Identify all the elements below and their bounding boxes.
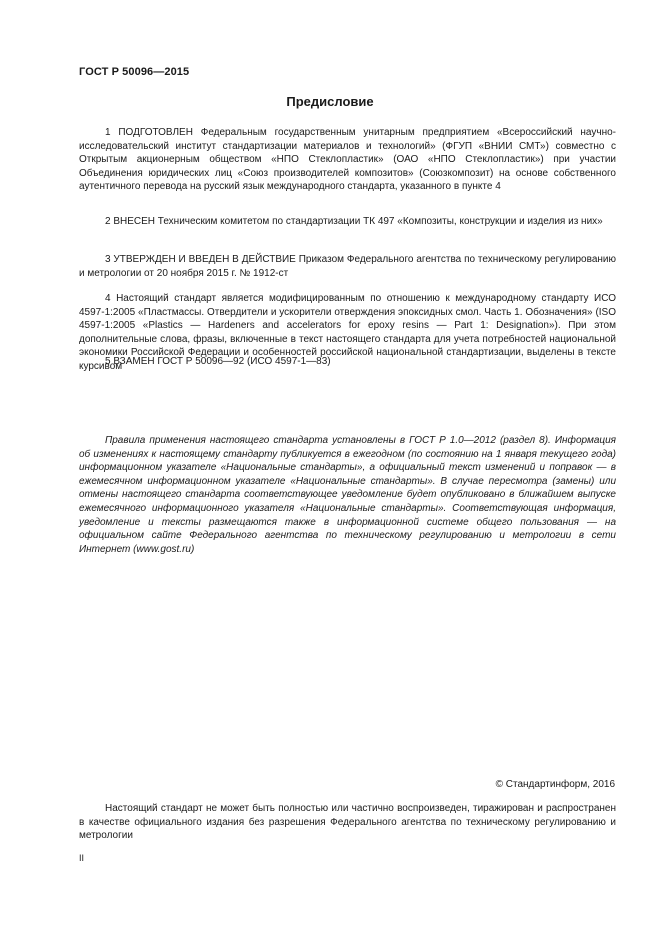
foreword-item-5 — [79, 355, 616, 369]
application-rules-notice: Правила применения настоящего стандарта установлены в ГОСТ Р 1.0—2012 (раздел 8). Информация об изменениях к настоящему стандарту публикуется в ежегодном (по состоянию на 1 января текущего года) информационном указателе «Национальные стандарты», а официальный текст изменений и поправок — в ежемесячном информационном указателе «Национальные стандарты». В случае пересмотра (замены) или отмены настоящего стандарта соответствующее уведомление будет опубликовано в ближайшем выпуске ежемесячного информационного указателя «Национальные стандарты». Соответствующая информация, уведомление и тексты размещаются также в информационной системе общего пользования — на официальном сайте Федерального агентства по техническому регулированию и метрологии в сети Интернет (www.gost.ru) — [79, 435, 616, 555]
foreword-item-text: 2 ВНЕСЕН Техническим комитетом по стандартизации ТК 497 «Композиты, конструкции и изделия из них» — [105, 216, 603, 227]
reprint-notice: Настоящий стандарт не может быть полностью или частично воспроизведен, тиражирован и распространен в качестве официального издания без разрешения Федерального агентства по техническому регулированию и метрологии — [79, 803, 616, 842]
copyright: © Стандартинформ, 2016 — [495, 779, 615, 790]
foreword-item-text: 4 Настоящий стандарт является модифицированным по отношению к международному стандарту ИСО 4597-1:2005 «Пластмассы. Отвердители и ускорители отверждения эпоксидных смол. Часть 1. Обозначения» (ISO 4597-1:2005 «Plastics — Hardeners and accelerators for epoxy resins — Part 1: Designation»). При этом дополнительные слова, фразы, включенные в текст настоящего стандарта для учета потребностей национальной экономики Российской Федерации и особенностей российской национальной стандартизации, выделены в тексте курсивом — [79, 293, 616, 372]
page-title: Предисловие — [286, 94, 374, 109]
foreword-item-3 — [79, 253, 616, 280]
foreword-item-text: 1 ПОДГОТОВЛЕН Федеральным государственным унитарным предприятием «Всероссийский научно-исследовательский институт стандартизации материалов и технологий» (ФГУП «ВНИИ СМТ») совместно с Открытым акционерным обществом «НПО Стеклопластик» (ОАО «НПО Стеклопластик») при участии Объединения юридических лиц «Союз производителей композитов» (Союзкомпозит) на основе собственного аутентичного перевода на русский язык международного стандарта, указанного в пункте 4 — [79, 127, 616, 193]
foreword-item-text: 5 ВЗАМЕН ГОСТ Р 50096—92 (ИСО 4597-1—83) — [105, 356, 331, 367]
standard-id: ГОСТ Р 50096—2015 — [79, 66, 190, 78]
page-number: II — [79, 853, 85, 863]
foreword-item-1 — [79, 126, 616, 194]
foreword-item-text: 3 УТВЕРЖДЕН И ВВЕДЕН В ДЕЙСТВИЕ Приказом Федерального агентства по техническому регулированию и метрологии от 20 ноября 2015 г. № 1912-ст — [79, 254, 616, 279]
foreword-item-2 — [79, 215, 616, 229]
